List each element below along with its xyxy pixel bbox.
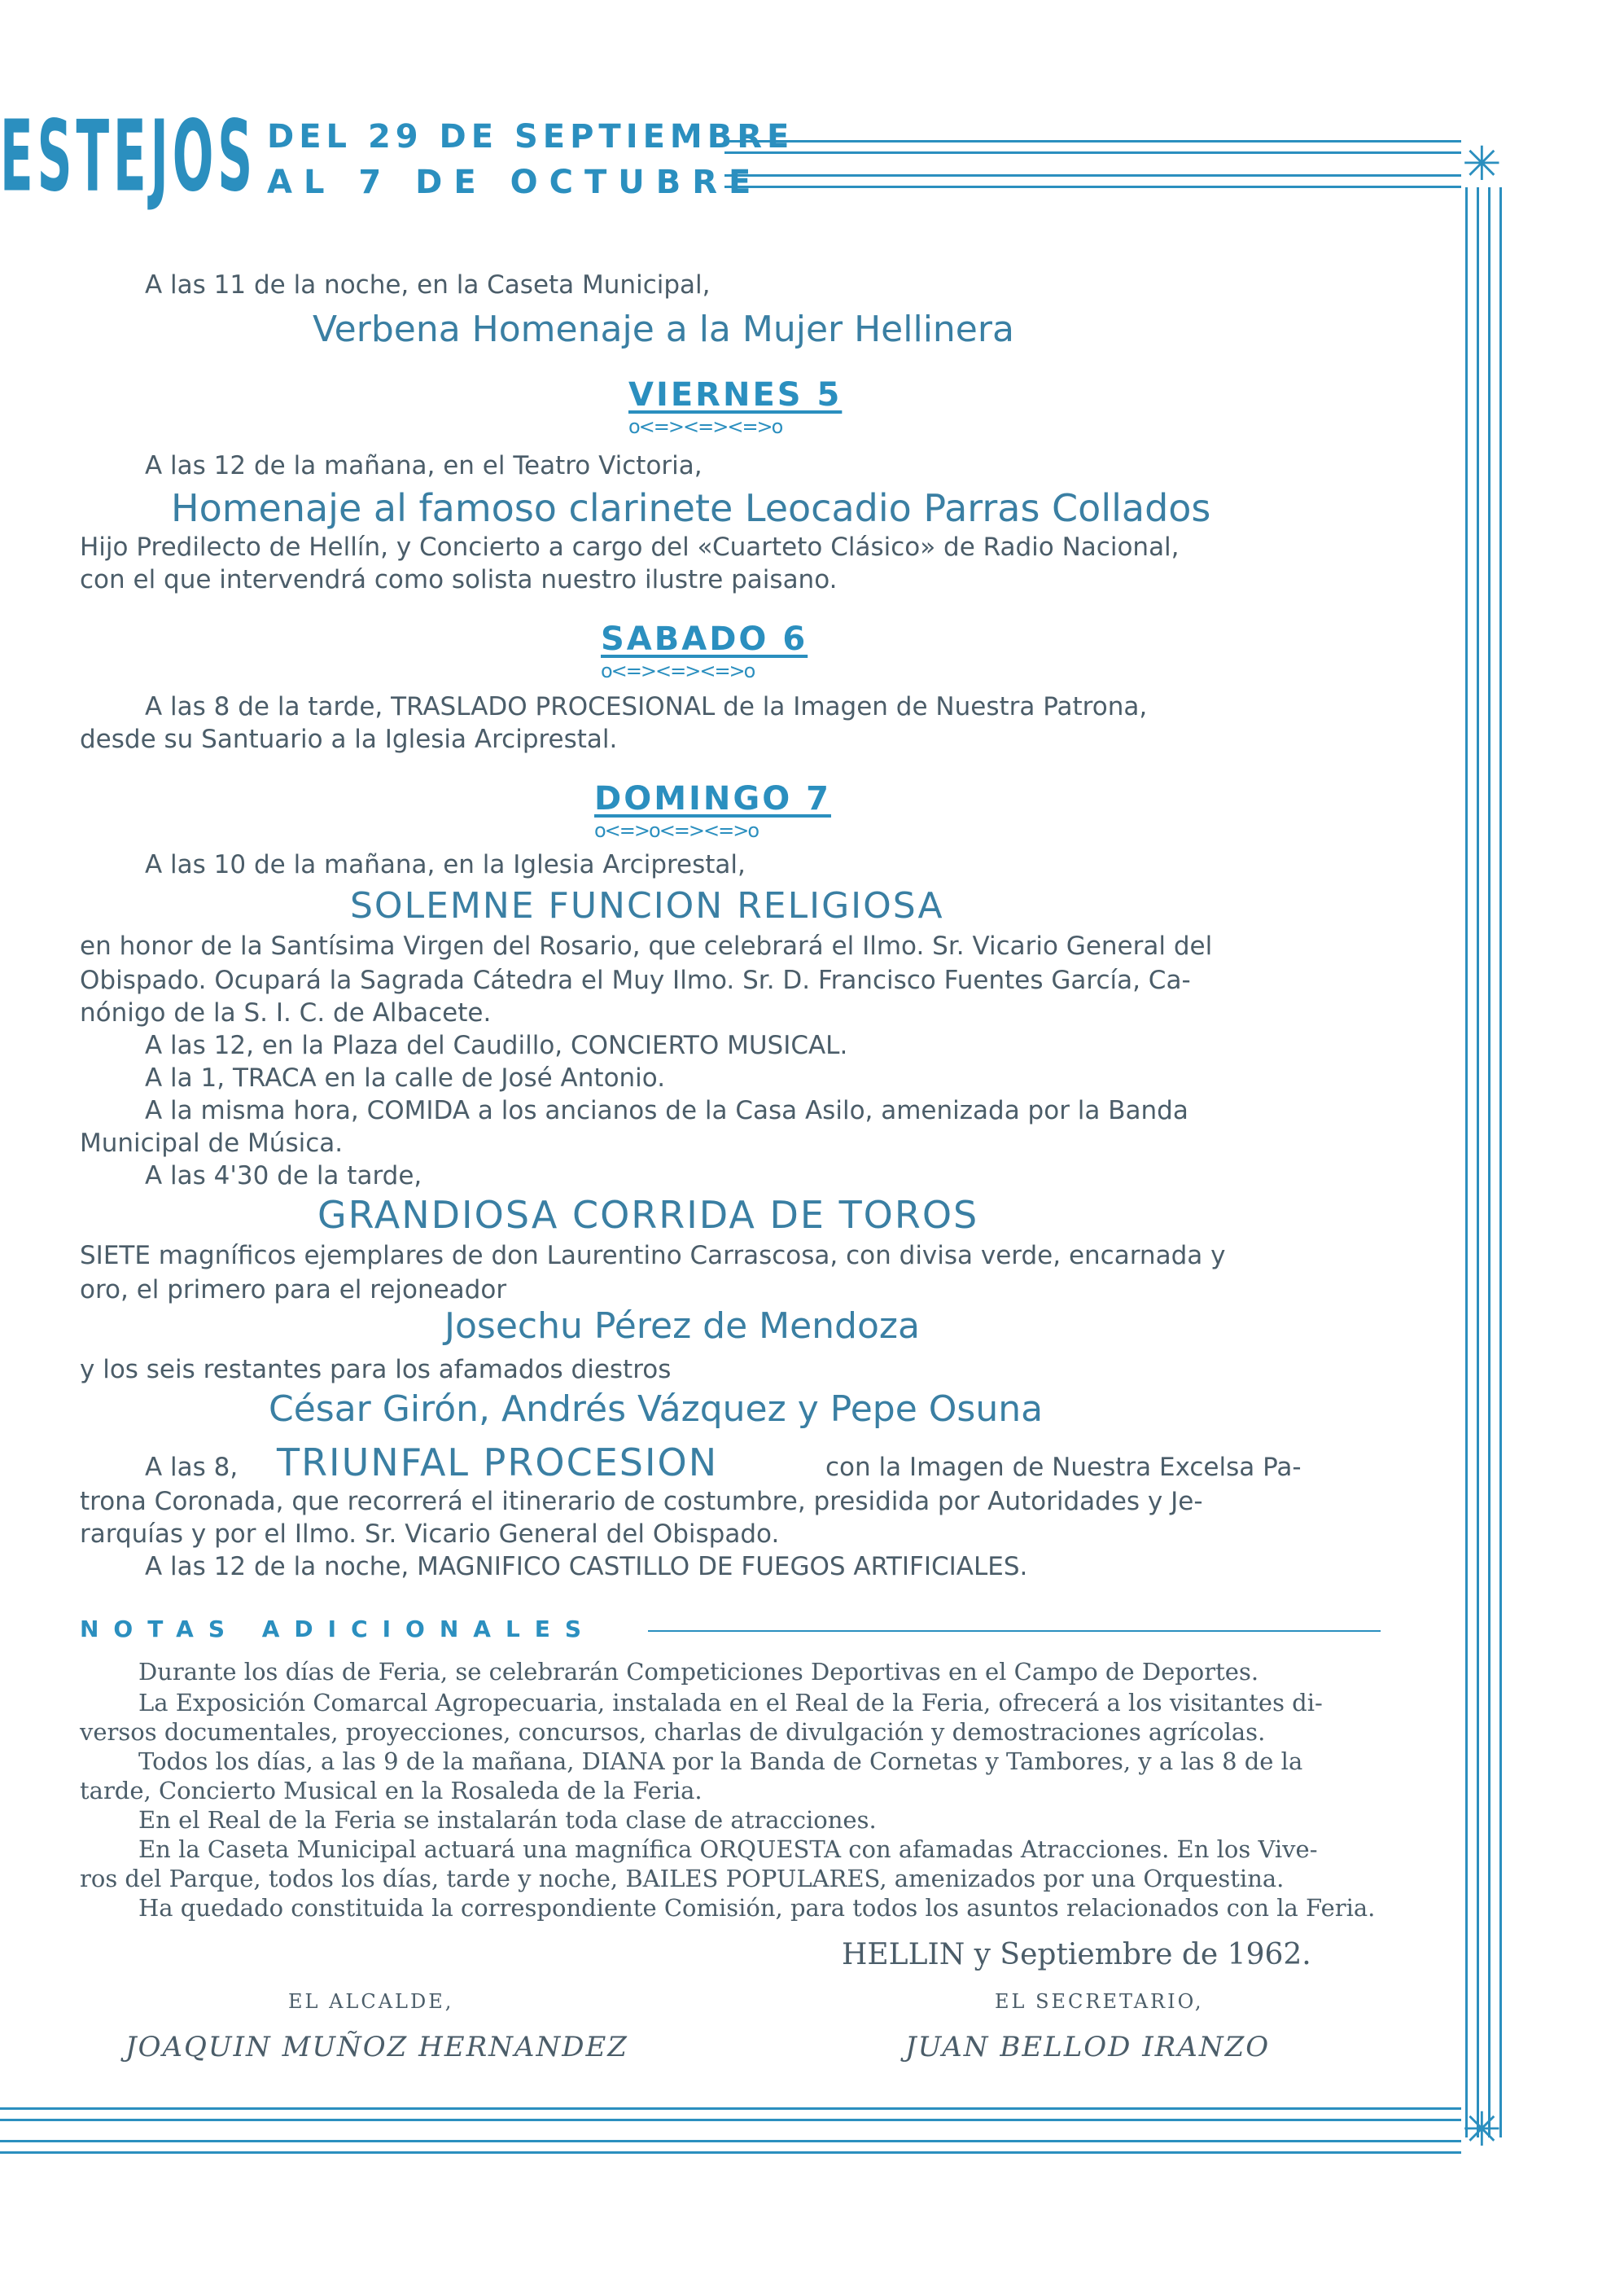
- domingo-l2: Obispado. Ocupará la Sagrada Cátedra el Muy Ilmo. Sr. D. Francisco Fuentes García, Ca-: [80, 966, 1191, 995]
- right-rule-4: [1499, 187, 1502, 2137]
- nota-3: versos documentales, proyecciones, concursos, charlas de divulgación y demostraciones agrícolas.: [80, 1718, 1266, 1746]
- right-rule-1: [1465, 187, 1468, 2137]
- nota-8: ros del Parque, todos los días, tarde y noche, BAILES POPULARES, amenizados por una Orquestina.: [80, 1865, 1285, 1892]
- top-star-icon: ✳: [1462, 136, 1502, 191]
- top-rule-4: [724, 186, 1461, 188]
- ornament-domingo: o<=>o<=><=>o: [594, 819, 759, 842]
- nota-4: Todos los días, a las 9 de la mañana, DIANA por la Banda de Cornetas y Tambores, y a las 8 de la: [138, 1747, 1303, 1775]
- footer-date: HELLIN y Septiembre de 1962.: [842, 1938, 1311, 1971]
- nota-5: tarde, Concierto Musical en la Rosaleda de la Feria.: [80, 1777, 703, 1804]
- domingo-event5: TRIUNFAL PROCESION: [277, 1440, 719, 1484]
- viernes-event: Homenaje al famoso clarinete Leocadio Parras Collados: [171, 486, 1211, 530]
- domingo-event1: SOLEMNE FUNCION RELIGIOSA: [350, 885, 944, 927]
- ornament-viernes: o<=><=><=>o: [628, 415, 782, 438]
- sabado-line1: A las 8 de la tarde, TRASLADO PROCESIONAL de la Imagen de Nuestra Patrona,: [145, 692, 1148, 721]
- alcalde-role: EL ALCALDE,: [288, 1990, 454, 2013]
- domingo-l7: Municipal de Música.: [80, 1129, 344, 1158]
- domingo-l14: rarquías y por el Ilmo. Sr. Vicario General del Obispado.: [80, 1519, 780, 1549]
- header-title: ESTEJOS: [0, 99, 257, 213]
- secretario-name: JUAN BELLOD IRANZO: [905, 2031, 1271, 2063]
- day-sabado: SABADO 6: [601, 620, 808, 658]
- secretario-role: EL SECRETARIO,: [995, 1990, 1204, 2013]
- right-rule-3: [1488, 187, 1490, 2137]
- domingo-l3: nónigo de la S. I. C. de Albacete.: [80, 998, 492, 1028]
- viernes-line1: Hijo Predilecto de Hellín, y Concierto a cargo del «Cuarteto Clásico» de Radio Nacional,: [80, 533, 1180, 562]
- domingo-l4: A las 12, en la Plaza del Caudillo, CONCIERTO MUSICAL.: [145, 1031, 848, 1060]
- domingo-l13: trona Coronada, que recorrerá el itinerario de costumbre, presidida por Autoridades y Je-: [80, 1487, 1203, 1516]
- domingo-l10: oro, el primero para el rejoneador: [80, 1275, 507, 1304]
- verbena-intro: A las 11 de la noche, en la Caseta Municipal,: [145, 270, 711, 300]
- domingo-l6: A la misma hora, COMIDA a los ancianos de la Casa Asilo, amenizada por la Banda: [145, 1096, 1188, 1125]
- bottom-star-icon: ✳: [1462, 2102, 1502, 2157]
- viernes-line2: con el que intervendrá como solista nuestro ilustre paisano.: [80, 565, 838, 594]
- sabado-line2: desde su Santuario a la Iglesia Arciprestal.: [80, 725, 618, 754]
- ornament-sabado: o<=><=><=>o: [601, 660, 755, 682]
- domingo-event4: César Girón, Andrés Vázquez y Pepe Osuna: [269, 1388, 1044, 1430]
- domingo-l5: A la 1, TRACA en la calle de José Antonio.: [145, 1063, 666, 1093]
- nota-9: Ha quedado constituida la correspondiente Comisión, para todos los asuntos relacionados con la Feria.: [138, 1894, 1376, 1922]
- domingo-l8: A las 4'30 de la tarde,: [145, 1161, 422, 1190]
- nota-1: Durante los días de Feria, se celebrarán Competiciones Deportivas en el Campo de Deportes.: [138, 1658, 1259, 1686]
- bottom-rule-1: [0, 2107, 1461, 2110]
- top-rule-2: [724, 151, 1461, 154]
- header-dates: [267, 114, 794, 205]
- right-rule-2: [1477, 187, 1479, 2137]
- domingo-l12b: con la Imagen de Nuestra Excelsa Pa-: [825, 1453, 1302, 1482]
- domingo-l1: en honor de la Santísima Virgen del Rosario, que celebrará el Ilmo. Sr. Vicario General del: [80, 932, 1213, 961]
- nota-2: La Exposición Comarcal Agropecuaria, instalada en el Real de la Feria, ofrecerá a los visitantes di-: [138, 1689, 1323, 1716]
- header-dates-line1: DEL 29 DE SEPTIEMBRE: [267, 118, 794, 156]
- domingo-l15: A las 12 de la noche, MAGNIFICO CASTILLO DE FUEGOS ARTIFICIALES.: [145, 1552, 1028, 1581]
- bottom-rule-3: [0, 2140, 1461, 2142]
- top-rule-3: [724, 174, 1461, 177]
- domingo-l11: y los seis restantes para los afamados diestros: [80, 1355, 672, 1384]
- nota-7: En la Caseta Municipal actuará una magnífica ORQUESTA con afamadas Atracciones. En los Vive-: [138, 1835, 1318, 1863]
- day-domingo: DOMINGO 7: [594, 780, 831, 818]
- domingo-event2: GRANDIOSA CORRIDA DE TOROS: [317, 1193, 979, 1237]
- domingo-l12a: A las 8,: [145, 1453, 239, 1482]
- top-rule-1: [724, 140, 1461, 142]
- header-dates-line2: AL 7 DE OCTUBRE: [267, 164, 763, 201]
- domingo-intro: A las 10 de la mañana, en la Iglesia Arciprestal,: [145, 850, 746, 879]
- bottom-rule-2: [0, 2119, 1461, 2121]
- domingo-l9: SIETE magníficos ejemplares de don Laurentino Carrascosa, con divisa verde, encarnada y: [80, 1241, 1226, 1270]
- nota-6: En el Real de la Feria se instalarán toda clase de atracciones.: [138, 1806, 877, 1834]
- day-viernes: VIERNES 5: [628, 376, 843, 414]
- verbena-event: Verbena Homenaje a la Mujer Hellinera: [313, 309, 1014, 350]
- bottom-rule-4: [0, 2151, 1461, 2154]
- alcalde-name: JOAQUIN MUÑOZ HERNANDEZ: [125, 2031, 628, 2063]
- notas-rule: [648, 1630, 1381, 1632]
- domingo-event3: Josechu Pérez de Mendoza: [444, 1305, 920, 1347]
- notas-title: NOTAS ADICIONALES: [80, 1616, 597, 1642]
- viernes-intro: A las 12 de la mañana, en el Teatro Victoria,: [145, 451, 703, 480]
